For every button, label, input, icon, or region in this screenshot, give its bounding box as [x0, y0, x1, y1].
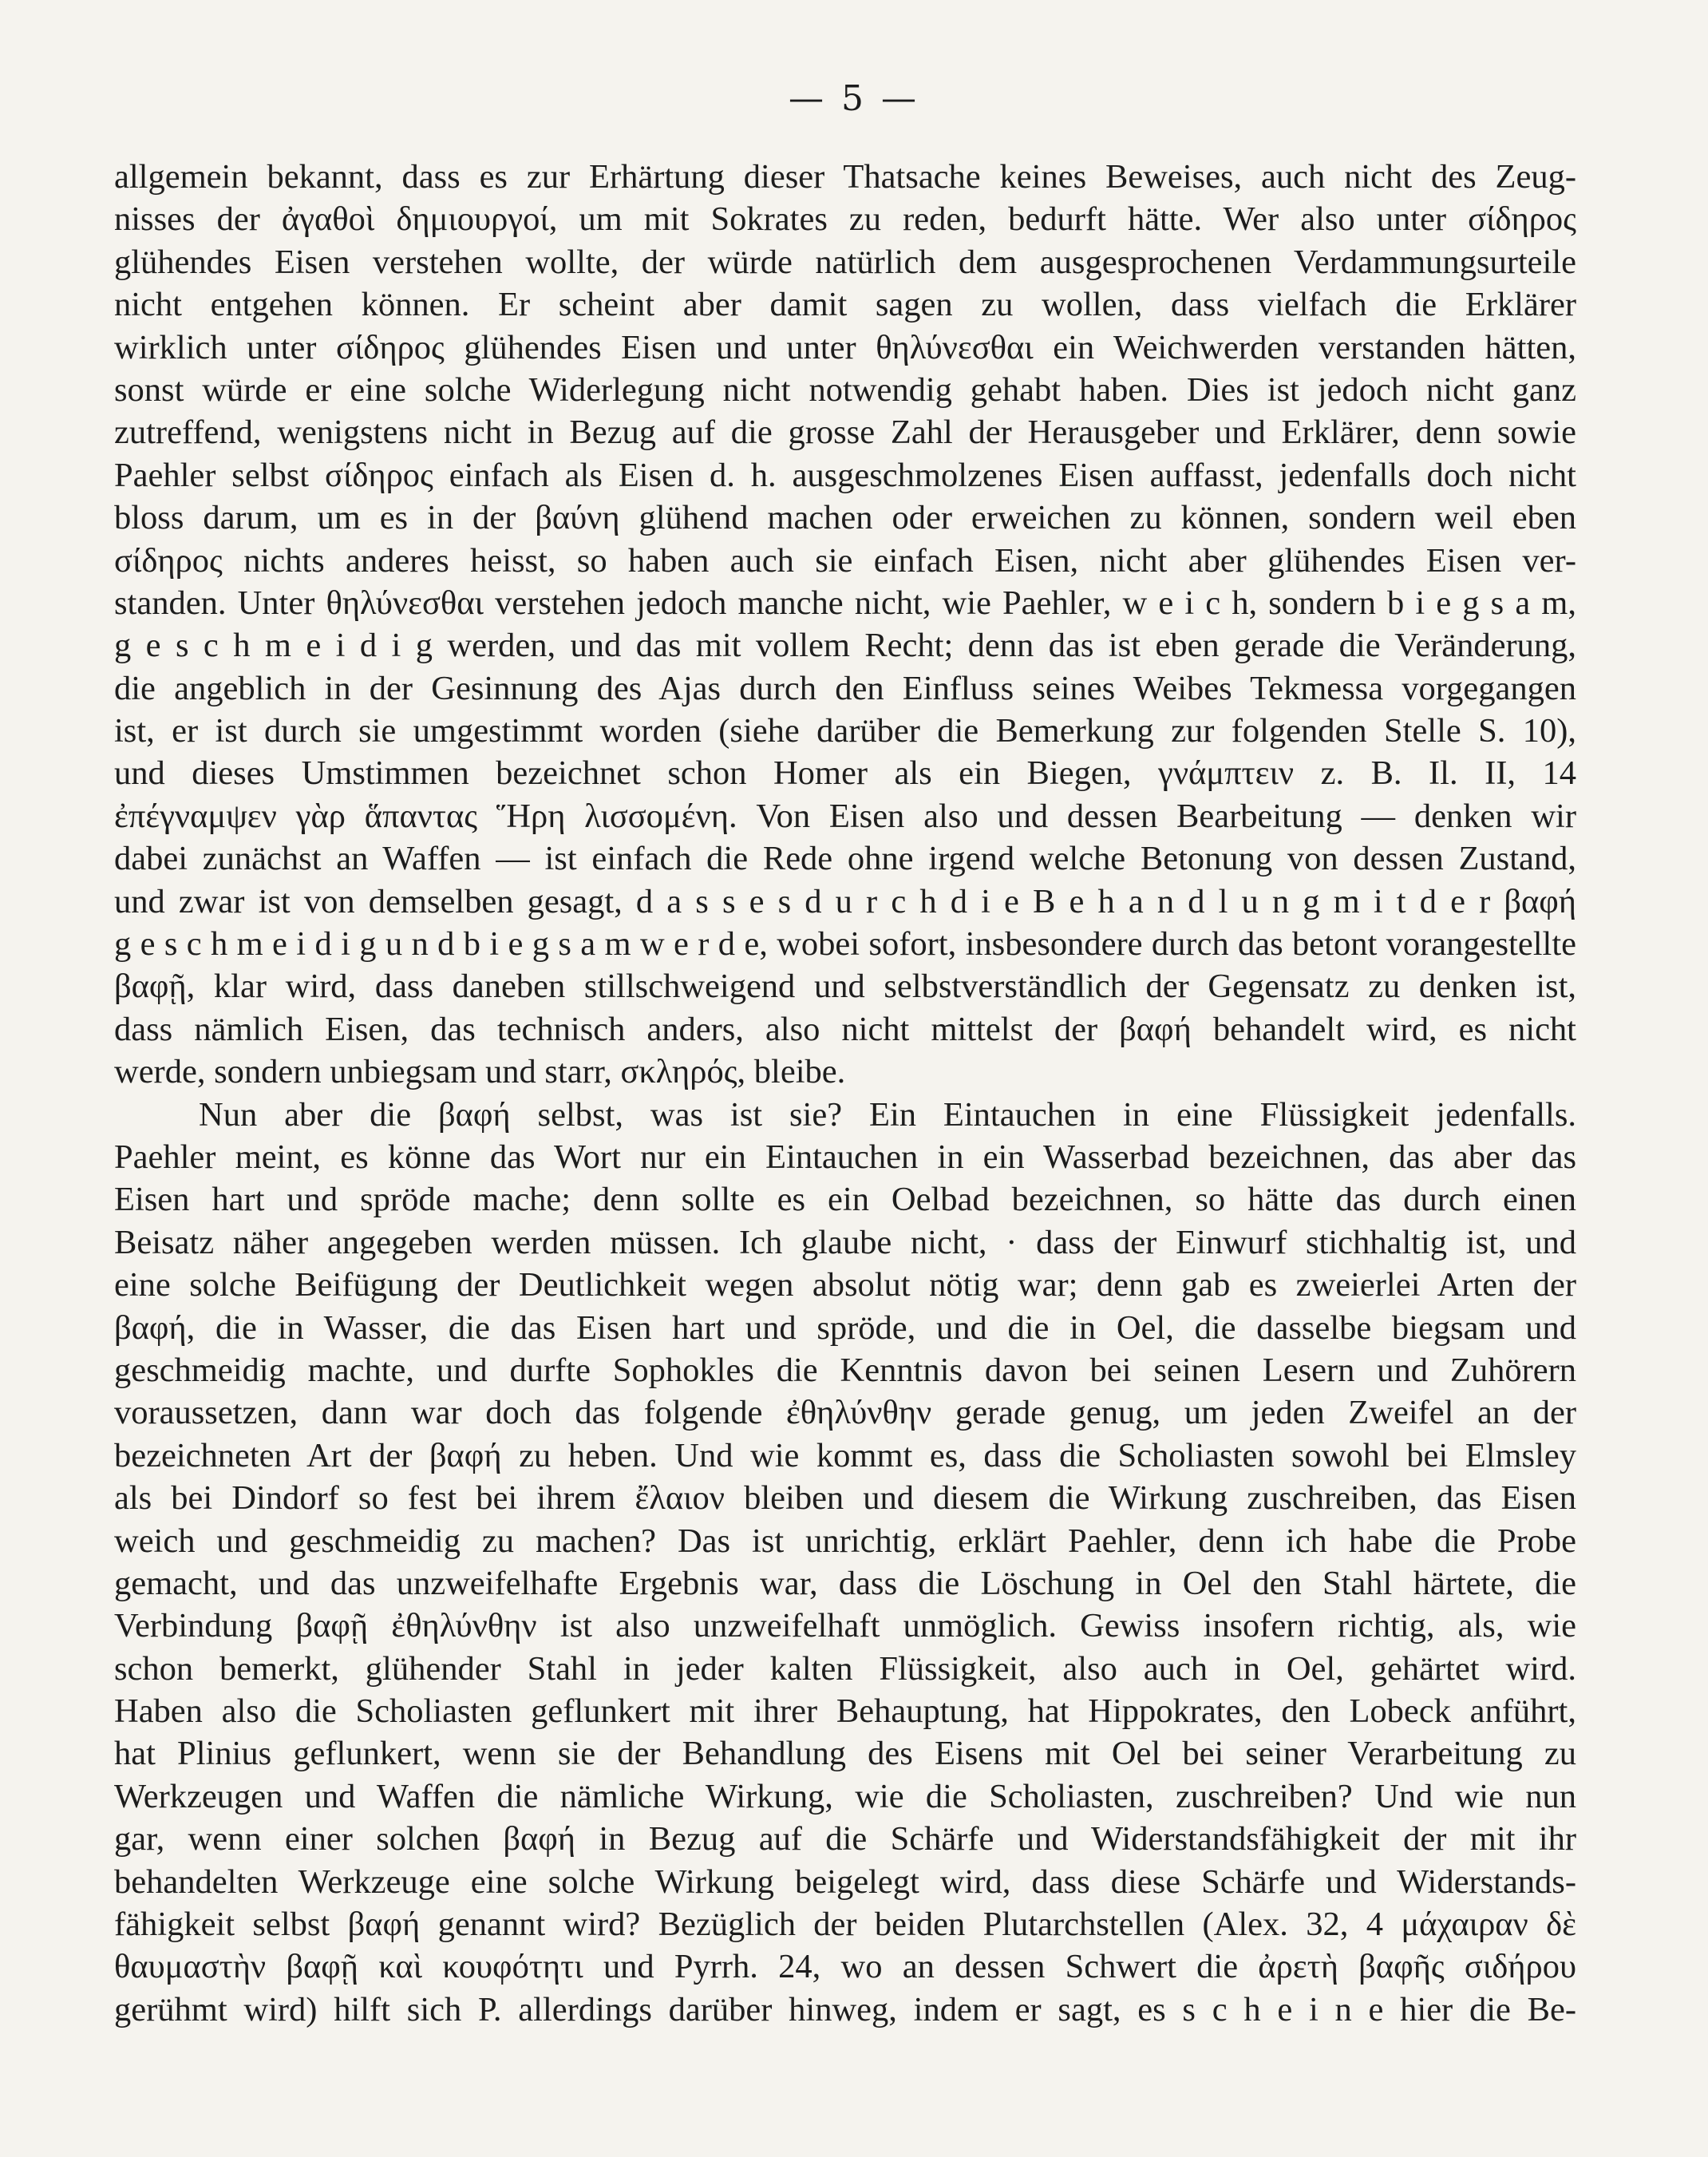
- text-line: Nun aber die βαφή selbst, was ist sie? Ein Eintauchen in eine Flüssigkeit jedenfalls.: [199, 1095, 1576, 1134]
- text-line: und dieses Umstimmen bezeichnet schon Homer als ein Biegen, γνάμπτειν z. B. Il. II, 14: [114, 754, 1576, 793]
- text-line: die angeblich in der Gesinnung des Ajas durch den Einfluss seines Weibes Tekmessa vorgegangen: [114, 669, 1576, 707]
- text-line: βαφή, die in Wasser, die das Eisen hart und spröde, und die in Oel, die dasselbe biegsam und: [114, 1308, 1576, 1347]
- text-line: voraussetzen, dann war doch das folgende ἐθηλύνθην gerade genug, um jeden Zweifel an der: [114, 1394, 1576, 1432]
- body-text: [114, 156, 1576, 2031]
- text-line: g e s c h m e i d i g werden, und das mit vollem Recht; denn das ist eben gerade die Veränderung,: [114, 627, 1576, 665]
- text-line: gerühmt wird) hilft sich P. allerdings darüber hinweg, indem er sagt, es s c h e i n e hier die Be-: [114, 1990, 1576, 2028]
- text-line: nicht entgehen können. Er scheint aber damit sagen zu wollen, dass vielfach die Erklärer: [114, 286, 1576, 324]
- text-line: βαφῇ, klar wird, dass daneben stillschweigend und selbstverständlich der Gegensatz zu denken ist,: [114, 968, 1576, 1006]
- text-line: sonst würde er eine solche Widerlegung nicht notwendig gehabt haben. Dies ist jedoch nicht ganz: [114, 370, 1576, 409]
- page-number: — 5 —: [789, 78, 919, 119]
- text-line: bloss darum, um es in der βαύνη glühend machen oder erweichen zu können, sondern weil eben: [114, 499, 1576, 537]
- text-line: Verbindung βαφῇ ἐθηλύνθην ist also unzweifelhaft unmöglich. Gewiss insofern richtig, als, wie: [114, 1607, 1576, 1645]
- text-line: g e s c h m e i d i g u n d b i e g s a m w e r d e, wobei sofort, insbesondere durch das betont vorangestellte: [114, 925, 1576, 964]
- text-line: als bei Dindorf so fest bei ihrem ἔλαιον bleiben und diesem die Wirkung zuschreiben, das Eisen: [114, 1479, 1576, 1518]
- text-line: nisses der ἀγαθοὶ δημιουργοί, um mit Sokrates zu reden, bedurft hätte. Wer also unter σίδηρος: [114, 200, 1576, 239]
- text-line: Paehler selbst σίδηρος einfach als Eisen d. h. ausgeschmolzenes Eisen auffasst, jedenfalls doch nicht: [114, 456, 1576, 494]
- text-line: behandelten Werkzeuge eine solche Wirkung beigelegt wird, dass diese Schärfe und Widerstands-: [114, 1862, 1576, 1901]
- text-line: ist, er ist durch sie umgestimmt worden (siehe darüber die Bemerkung zur folgenden Stelle S. 10),: [114, 712, 1576, 750]
- text-line: und zwar ist von demselben gesagt, d a s s e s d u r c h d i e B e h a n d l u n g m i t d e r βαφή: [114, 882, 1576, 920]
- text-line: Haben also die Scholiasten geflunkert mit ihrer Behauptung, hat Hippokrates, den Lobeck anführt,: [114, 1692, 1576, 1731]
- text-line: wirklich unter σίδηρος glühendes Eisen und unter θηλύνεσθαι ein Weichwerden verstanden hätten,: [114, 328, 1576, 366]
- text-line: Werkzeugen und Waffen die nämliche Wirkung, wie die Scholiasten, zuschreiben? Und wie nun: [114, 1777, 1576, 1815]
- text-line: hat Plinius geflunkert, wenn sie der Behandlung des Eisens mit Oel bei seiner Verarbeitung zu: [114, 1735, 1576, 1773]
- text-line: Paehler meint, es könne das Wort nur ein Eintauchen in ein Wasserbad bezeichnen, das aber das: [114, 1138, 1576, 1176]
- text-line: werde, sondern unbiegsam und starr, σκληρός, bleibe.: [114, 1053, 846, 1091]
- text-line: allgemein bekannt, dass es zur Erhärtung dieser Thatsache keines Beweises, auch nicht des Zeug-: [114, 158, 1576, 196]
- text-line: Eisen hart und spröde mache; denn sollte es ein Oelbad bezeichnen, so hätte das durch einen: [114, 1181, 1576, 1219]
- text-line: weich und geschmeidig zu machen? Das ist unrichtig, erklärt Paehler, denn ich habe die Probe: [114, 1522, 1576, 1560]
- text-line: glühendes Eisen verstehen wollte, der würde natürlich dem ausgesprochenen Verdammungsurteile: [114, 243, 1576, 281]
- text-line: bezeichneten Art der βαφή zu heben. Und wie kommt es, dass die Scholiasten sowohl bei Elmsley: [114, 1436, 1576, 1474]
- text-line: dass nämlich Eisen, das technisch anders, also nicht mittelst der βαφή behandelt wird, es nicht: [114, 1010, 1576, 1048]
- text-line: geschmeidig machte, und durfte Sophokles die Kenntnis davon bei seinen Lesern und Zuhörern: [114, 1351, 1576, 1389]
- text-line: gemacht, und das unzweifelhafte Ergebnis war, dass die Löschung in Oel den Stahl härtete, die: [114, 1564, 1576, 1602]
- text-line: gar, wenn einer solchen βαφή in Bezug auf die Schärfe und Widerstandsfähigkeit der mit ihr: [114, 1820, 1576, 1858]
- text-line: ἐπέγναμψεν γὰρ ἅπαντας Ἥρη λισσομένη. Von Eisen also und dessen Bearbeitung — denken wir: [114, 797, 1576, 835]
- text-line: fähigkeit selbst βαφή genannt wird? Bezüglich der beiden Plutarchstellen (Alex. 32, 4 μάχαιραν δὲ: [114, 1906, 1576, 1944]
- text-line: standen. Unter θηλύνεσθαι verstehen jedoch manche nicht, wie Paehler, w e i c h, sondern b i e g s a m,: [114, 584, 1576, 622]
- paragraph-1: [114, 156, 1576, 1094]
- text-line: dabei zunächst an Waffen — ist einfach die Rede ohne irgend welche Betonung von dessen Zustand,: [114, 840, 1576, 878]
- text-line: zutreffend, wenigstens nicht in Bezug auf die grosse Zahl der Herausgeber und Erklärer, denn sowie: [114, 414, 1576, 452]
- text-line: σίδηρος nichts anderes heisst, so haben auch sie einfach Eisen, nicht aber glühendes Eisen ver-: [114, 541, 1576, 580]
- text-line: Beisatz näher angegeben werden müssen. Ich glaube nicht, · dass der Einwurf stichhaltig ist, und: [114, 1223, 1576, 1261]
- text-line: schon bemerkt, glühender Stahl in jeder kalten Flüssigkeit, also auch in Oel, gehärtet wird.: [114, 1649, 1576, 1688]
- text-line: eine solche Beifügung der Deutlichkeit wegen absolut nötig war; denn gab es zweierlei Arten der: [114, 1266, 1576, 1304]
- text-line: θαυμαστὴν βαφῇ καὶ κουφότητι und Pyrrh. 24, wo an dessen Schwert die ἀρετὴ βαφῆς σιδήρου: [114, 1948, 1576, 1986]
- paragraph-2: [114, 1094, 1576, 2032]
